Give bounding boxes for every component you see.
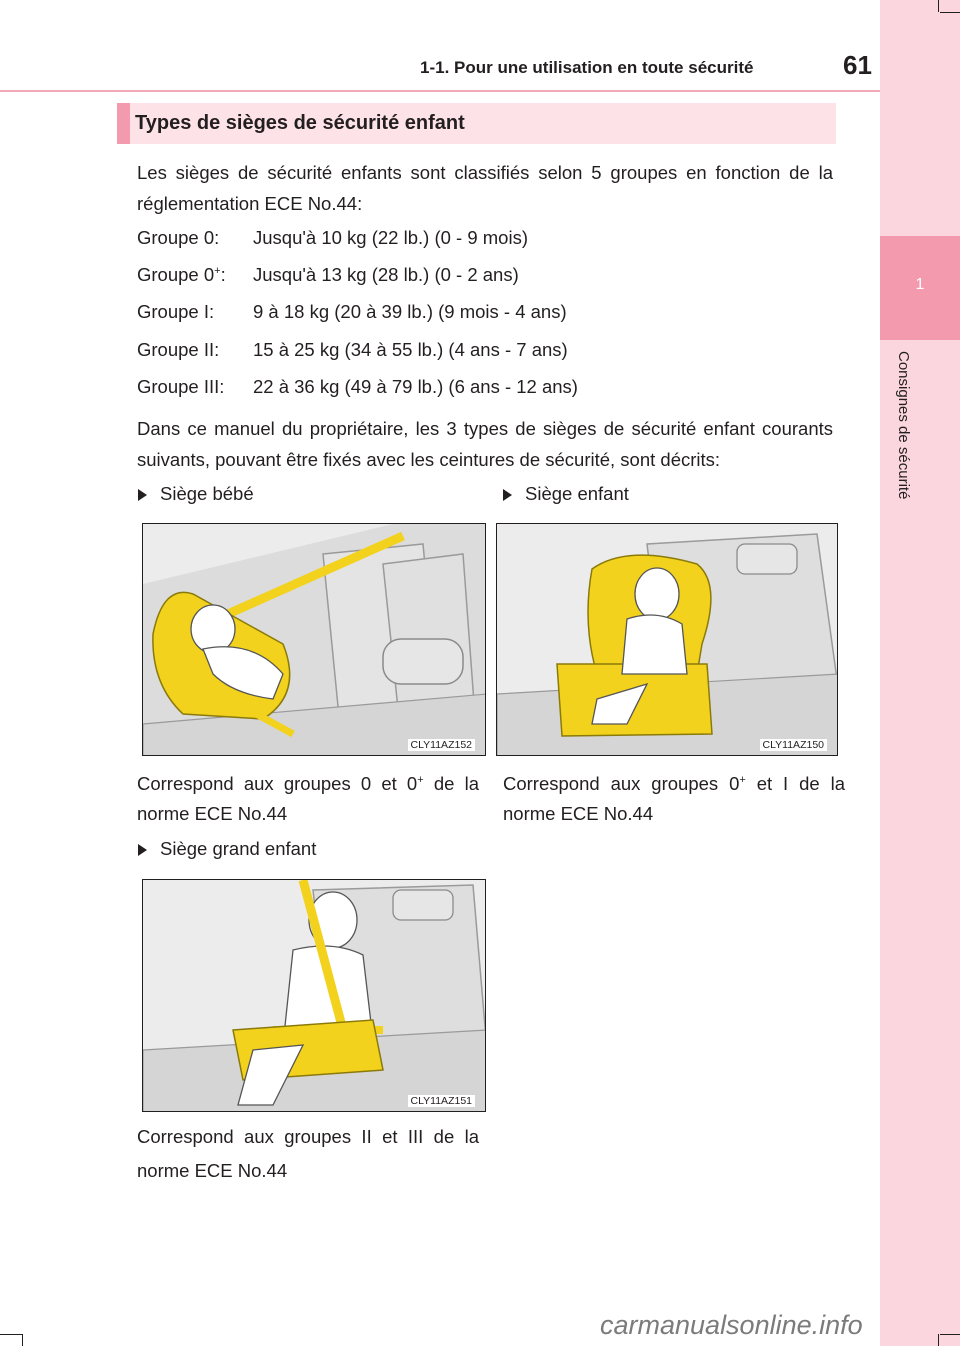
chapter-title: Consignes de sécurité [895,351,912,500]
crop-mark [22,1334,23,1346]
group-value: 22 à 36 kg (49 à 79 lb.) (6 ans - 12 ans) [253,376,578,397]
caption-booster-seat: Correspond aux groupes II et III de la norme ECE No.44 [137,1126,479,1182]
caption-child-seat: Correspond aux groupes 0+ et I de la norme ECE No.44 [503,773,845,825]
crop-mark [940,1334,960,1335]
outro-paragraph: Dans ce manuel du propriétaire, les 3 types de sièges de sécurité enfant courants suivants, pouvant être fixés avec les ceintures de sécurité, sont décrits: [137,418,833,470]
group-value: 9 à 18 kg (20 à 39 lb.) (9 mois - 4 ans) [253,301,567,322]
image-code: CLY11AZ151 [408,1095,475,1107]
group-value: Jusqu'à 13 kg (28 lb.) (0 - 2 ans) [253,264,519,285]
bullet-triangle-icon [138,489,147,501]
watermark: carmanualsonline.info [600,1310,863,1340]
crop-mark [938,1334,939,1346]
group-label: Groupe II: [137,339,220,360]
intro-paragraph: Les sièges de sécurité enfants sont classifiés selon 5 groupes en fonction de la réglementation ECE No.44: [137,162,833,214]
illustration-infant-seat [142,523,486,756]
header-rule [0,90,880,92]
section-title: Types de sièges de sécurité enfant [135,112,465,134]
illustration-child-seat [496,523,838,756]
item-heading-child-seat: Siège enfant [503,483,629,505]
section-accent [117,103,130,144]
group-label: Groupe III: [137,376,225,397]
crop-mark [938,0,939,12]
running-head: 1-1. Pour une utilisation en toute sécurité [420,58,754,77]
illustration-booster-seat [142,879,486,1112]
image-code: CLY11AZ152 [408,739,475,751]
crop-mark [940,12,960,13]
caption-infant-seat: Correspond aux groupes 0 et 0+ de la norme ECE No.44 [137,773,479,825]
image-code: CLY11AZ150 [760,739,827,751]
chapter-number: 1 [915,276,925,293]
group-label: Groupe 0: [137,227,220,248]
group-label: Groupe 0+: [137,264,226,285]
page-number: 61 [843,50,872,80]
group-label: Groupe I: [137,301,215,322]
crop-mark [0,1334,22,1335]
group-value: Jusqu'à 10 kg (22 lb.) (0 - 9 mois) [253,227,528,248]
chapter-sidebar [880,0,960,1346]
item-heading-infant-seat: Siège bébé [138,483,254,505]
bullet-triangle-icon [138,844,147,856]
item-heading-booster-seat: Siège grand enfant [138,838,316,860]
chapter-tab [880,236,960,340]
bullet-triangle-icon [503,489,512,501]
group-value: 15 à 25 kg (34 à 55 lb.) (4 ans - 7 ans) [253,339,568,360]
